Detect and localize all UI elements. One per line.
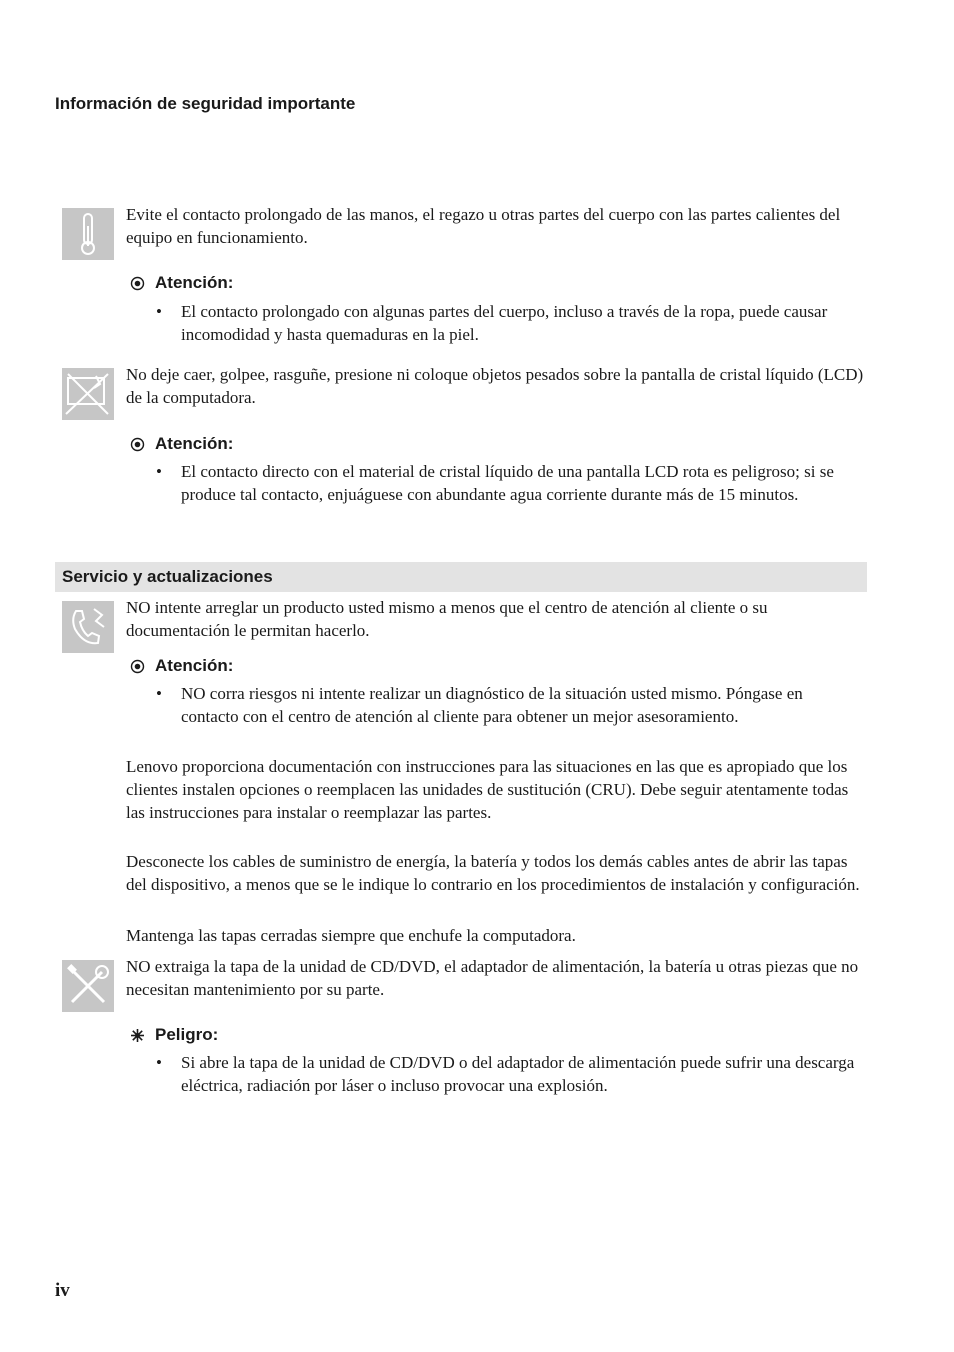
list-item: [156, 460, 856, 506]
thermometer-icon: [62, 208, 114, 260]
attention-label: Atención:: [155, 656, 234, 675]
attention-notice: [130, 273, 233, 293]
bullet-dot: •: [156, 462, 162, 481]
section-header: [55, 562, 867, 592]
danger-notice: [130, 1025, 218, 1045]
danger-icon: [130, 1028, 145, 1043]
attention-icon: [130, 659, 145, 674]
bullet-dot: •: [156, 302, 162, 321]
lcd-warning-text: No deje caer, golpee, rasguñe, presione ni coloque objetos pesados sobre la pantalla de cristal líquido (LCD) de la computadora.: [126, 365, 864, 407]
page-number: iv: [55, 1280, 70, 1301]
bullet-dot: •: [156, 684, 162, 703]
phone-icon: [62, 601, 114, 653]
danger-label: Peligro:: [155, 1025, 219, 1044]
list-item: [156, 300, 856, 346]
attention-label: Atención:: [155, 273, 234, 292]
page-header-title: Información de seguridad importante: [55, 94, 356, 113]
attention-notice: [130, 434, 233, 454]
lcd-hazard-icon: [62, 368, 114, 420]
list-item-text: El contacto directo con el material de cristal líquido de una pantalla LCD rota es peligroso; si se produce tal contacto, enjuáguese con abundante agua corriente durante más de 15 minutos.: [181, 462, 834, 504]
cru-paragraph: Lenovo proporciona documentación con instrucciones para las situaciones en las que es apropiado que los clientes instalen opciones o reemplacen las unidades de sustitución (CRU). Debe seguir atentamente todas las instrucciones para instalar o reemplazar las partes.: [126, 757, 849, 822]
section-title: Servicio y actualizaciones: [62, 567, 273, 586]
list-item: [156, 1051, 856, 1097]
attention-icon: [130, 276, 145, 291]
list-item-text: NO corra riesgos ni intente realizar un diagnóstico de la situación usted mismo. Póngase en contacto con el centro de atención al cliente para obtener un mejor asesoramiento.: [181, 684, 803, 726]
disconnect-paragraph: Desconecte los cables de suministro de energía, la batería y todos los demás cables antes de abrir las tapas del dispositivo, a menos que se le indique lo contrario en los procedimientos de instalación y configuración.: [126, 852, 860, 894]
list-item-text: El contacto prolongado con algunas partes del cuerpo, incluso a través de la ropa, puede causar incomodidad y hasta quemaduras en la piel.: [181, 302, 828, 344]
bullet-dot: •: [156, 1053, 162, 1072]
tools-icon: [62, 960, 114, 1012]
attention-label: Atención:: [155, 434, 234, 453]
list-item-text: Si abre la tapa de la unidad de CD/DVD o del adaptador de alimentación puede sufrir una descarga eléctrica, radiación por láser o incluso provocar una explosión.: [181, 1053, 855, 1095]
covers-paragraph: Mantenga las tapas cerradas siempre que enchufe la computadora.: [126, 926, 576, 945]
attention-notice: [130, 656, 233, 676]
tools-warning-text: NO extraiga la tapa de la unidad de CD/DVD, el adaptador de alimentación, la batería u otras piezas que no necesitan mantenimiento por su parte.: [126, 957, 859, 999]
service-warning-text: NO intente arreglar un producto usted mismo a menos que el centro de atención al cliente o su documentación le permitan hacerlo.: [126, 598, 768, 640]
list-item: [156, 682, 856, 728]
attention-icon: [130, 437, 145, 452]
heat-warning-text: Evite el contacto prolongado de las manos, el regazo u otras partes del cuerpo con las partes calientes del equipo en funcionamiento.: [126, 205, 841, 247]
